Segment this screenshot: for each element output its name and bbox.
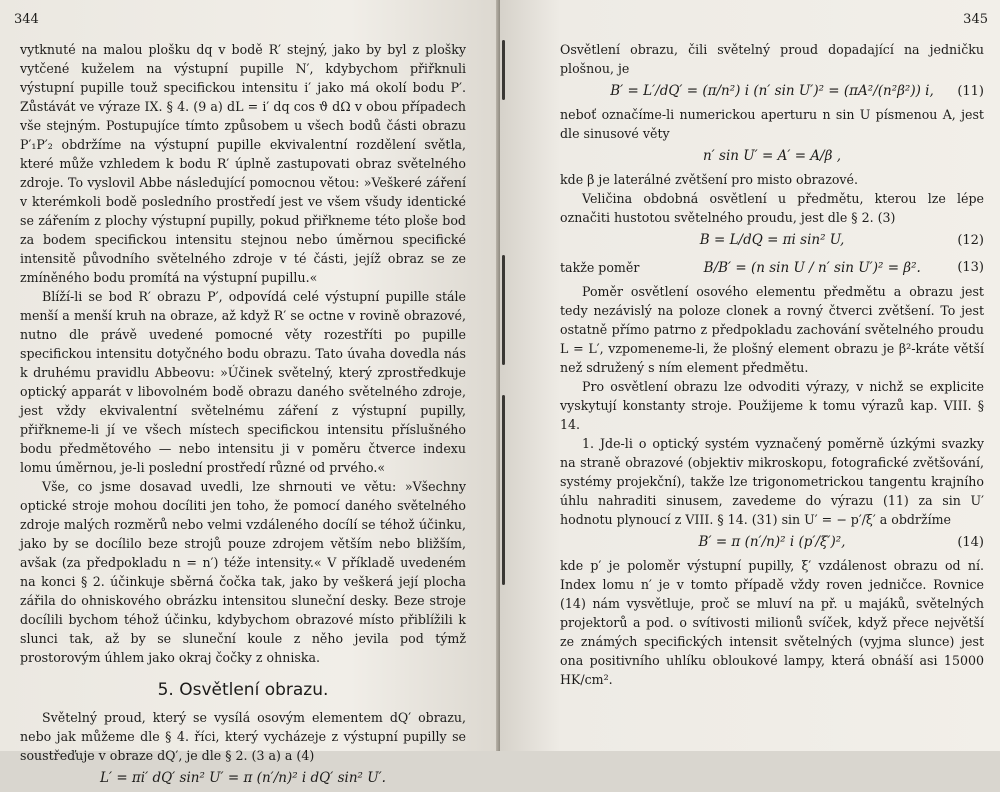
paragraph: takže poměr [560, 260, 640, 275]
section-heading: 5. Osvětlení obrazu. [157, 680, 329, 700]
equation-sine [560, 143, 984, 170]
equation-text: B′ = π (n′/n)² i (p′/ξ′)², [698, 534, 846, 550]
margin-mark [502, 395, 505, 585]
right-page [500, 0, 1000, 751]
equation-14 [560, 529, 984, 556]
paragraph: Blíží-li se bod R′ obrazu P′, odpovídá celé výstupní pupille stále menší a menší kruh na obraze, až když R′ se octne v rovině obrazové, nutno dle právě uvedené pomocné věty rozestříti po pupille specifickou intensitu dotyčného bodu obrazu. Tato úvaha dovedla nás k druhému pravidlu Abbeovu: »Účinek světelný, který zprostředkuje optický apparát v libovolném bodě obrazu daného světelného zdroje, jest vždy ekvivalentní světelnému záření z výstupní pupilly, přiřkneme-li jí ve všech místech specifickou intensitu příslušného bodu předmětového — nebo intensitu ji v poměru čtverce indexu lomu úměrnou, je-li poslední prostředí různé od prvého.« [20, 289, 466, 475]
equation-number: (12) [957, 233, 984, 248]
right-page-number: 345 [963, 12, 988, 27]
equation-text: B = L/dQ = πi sin² U, [699, 232, 845, 248]
paragraph: Světelný proud, který se vysílá osovým elementem dQ′ obrazu, nebo jak můžeme dle § 4. říci, který vycházeje z výstupní pupilly se soustřeďuje v obraze dQ′, je dle § 2. (3 a) a (4) [20, 710, 466, 763]
paragraph: Veličina obdobná osvětlení u předmětu, kterou lze lépe označiti hustotou světelného proudu, jest dle § 2. (3) [560, 191, 984, 225]
paragraph: vytknuté na malou plošku dq v bodě R′ stejný, jako by byl z plošky vytčené kuželem na výstupní pupille N′, kdybychom přiřknuli výstupní pupille touž specifickou intensitu i′ jako má okolí bodu P′. Zůstávát ve výraze IX. § 4. (9 a) dL = i′ dq cos ϑ dΩ v obou případech vše stejným. Postupujíce tímto způsobem u všech bodů části obrazu P′₁P′₂ obdržíme na výstupní pupille ekvivalentní rozdělení světla, které může vzhledem k bodu R′ úplně zastupovati obraz světelného zdroje. To vyslovil Abbe následující pomocnou větou: »Veškeré záření v kterémkoli bodě posledního prostředí jest ve všem všudy identické se zářením z plochy výstupní pupilly, pokud přiřkneme této ploše bod za bodem specifickou intensitu stejnou nebo úměrnou specifické intensitě původního světelného zdroje v té části, jejíž obraz se ze zmíněného bodu promítá na výstupní pupillu.« [20, 42, 466, 285]
paragraph: neboť označíme-li numerickou aperturu n sin U písmenou A, jest dle sinusové věty [560, 107, 984, 141]
equation-text: B′ = L′/dQ′ = (π/n²) i (n′ sin U′)² = (πA²/(n²β²)) i, [610, 83, 934, 99]
paragraph: Poměr osvětlení osového elementu předmětu a obrazu jest tedy nezávislý na poloze clonek a rovný čtverci zvětšení. To jest ostatně přímo patrno z předpokladu zachování světelného proudu L = L′, vzpomeneme-li, že plošný element obrazu je β²-kráte větší než sdružený s ním element předmětu. [560, 284, 984, 375]
equation-number: (11) [957, 84, 984, 99]
paragraph: Osvětlení obrazu, čili světelný proud dopadající na jedničku plošnou, je [560, 42, 984, 76]
equation [20, 765, 466, 792]
equation-text: B/B′ = (n sin U / n′ sin U′)² = β². [703, 260, 921, 276]
equation-number: (14) [957, 535, 984, 550]
equation-13 [560, 254, 984, 282]
paragraph: kde β je laterálné zvětšení pro misto obrazové. [560, 172, 858, 187]
equation-text: n′ sin U′ = A′ = A/β , [702, 148, 841, 164]
paragraph: Pro osvětlení obrazu lze odvoditi výrazy, v nichž se explicite vyskytují konstanty stroje. Použijeme k tomu výrazů kap. VIII. § 14. [560, 379, 984, 432]
margin-mark [502, 255, 505, 365]
margin-mark [502, 40, 505, 100]
left-page-number: 344 [14, 12, 39, 27]
left-page-text [20, 40, 466, 792]
equation-text: L′ = πi′ dQ′ sin² U′ = π (n′/n)² i dQ′ sin² U′. [100, 770, 386, 786]
equation-11 [560, 78, 984, 105]
equation-12 [560, 227, 984, 254]
paragraph: 1. Jde-li o optický systém vyznačený poměrně úzkými svazky na straně obrazové (objektiv mikroskopu, fotografické zvětšování, systémy projekční), takže lze trigonometrickou tangentu krajního úhlu nahraditi sinusem, zavedeme do výrazu (11) za sin U′ hodnotu plynoucí z VIII. § 14. (31) sin U′ = − p′/ξ′ a obdržíme [560, 436, 984, 527]
paragraph: kde p′ je poloměr výstupní pupilly, ξ′ vzdálenost obrazu od ní. Index lomu n′ je v tomto případě vždy roven jedničce. Rovnice (14) nám vysvětluje, proč se mluví na př. u majáků, světelných projektorů a pod. o svítivosti milionů svíček, když přece největší ze známých specifických intensit světelných (vyjma slunce) jest ona positivního uhlíku obloukové lampy, která obnáší asi 15000 HK/cm². [560, 558, 984, 687]
paragraph: Vše, co jsme dosavad uvedli, lze shrnouti ve větu: »Všechny optické stroje mohou docíliti jen toho, že pomocí daného světelného zdroje malých rozměrů nebo velmi vzdáleného docílí se téhož účinku, jako by se docílilo beze strojů pouze zdrojem větším nebo bližším, avšak (za předpokladu n = n′) téže intensity.« V příkladě uvedeném na konci § 2. účinkuje sběrná čočka tak, jako by veškerá její plocha zářila do ohniskového obrázku intensitou sluneční desky. Beze stroje docílili bychom téhož účinku, kdybychom obrazové místo přiblížili k slunci tak, až by se sluneční koule z něho jevila pod týmž prostorovým úhlem jako okraj čočky z ohniska. [20, 479, 466, 665]
equation-number: (13) [957, 260, 984, 275]
left-page [0, 0, 500, 786]
right-page-text [560, 40, 984, 689]
